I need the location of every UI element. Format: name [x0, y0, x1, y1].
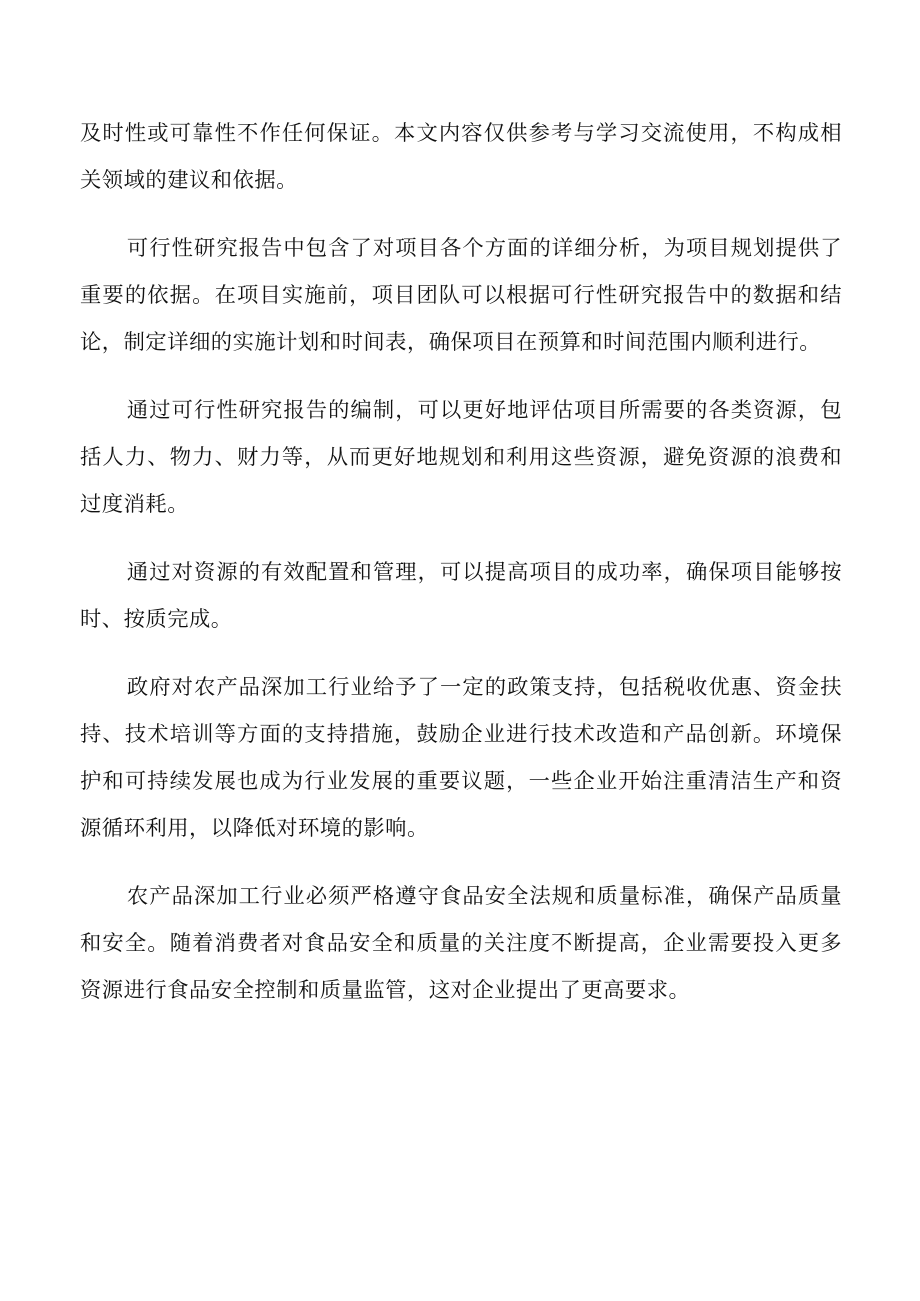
paragraph-5: 政府对农产品深加工行业给予了一定的政策支持，包括税收优惠、资金扶持、技术培训等方面的支持措施，鼓励企业进行技术改造和产品创新。环境保护和可持续发展也成为行业发展的重要议题，一些企业开始注重清洁生产和资源循环利用，以降低对环境的影响。 — [80, 675, 842, 841]
paragraph-3: 通过可行性研究报告的编制，可以更好地评估项目所需要的各类资源，包括人力、物力、财力等，从而更好地规划和利用这些资源，避免资源的浪费和过度消耗。 — [80, 398, 842, 517]
paragraph-6: 农产品深加工行业必须严格遵守食品安全法规和质量标准，确保产品质量和安全。随着消费者对食品安全和质量的关注度不断提高，企业需要投入更多资源进行食品安全控制和质量监管，这对企业提出了更高要求。 — [80, 884, 842, 1003]
paragraph-1: 及时性或可靠性不作任何保证。本文内容仅供参考与学习交流使用，不构成相关领域的建议和依据。 — [80, 121, 842, 193]
paragraph-4: 通过对资源的有效配置和管理，可以提高项目的成功率，确保项目能够按时、按质完成。 — [80, 560, 842, 632]
paragraph-2: 可行性研究报告中包含了对项目各个方面的详细分析，为项目规划提供了重要的依据。在项目实施前，项目团队可以根据可行性研究报告中的数据和结论，制定详细的实施计划和时间表，确保项目在预算和时间范围内顺利进行。 — [80, 236, 842, 355]
